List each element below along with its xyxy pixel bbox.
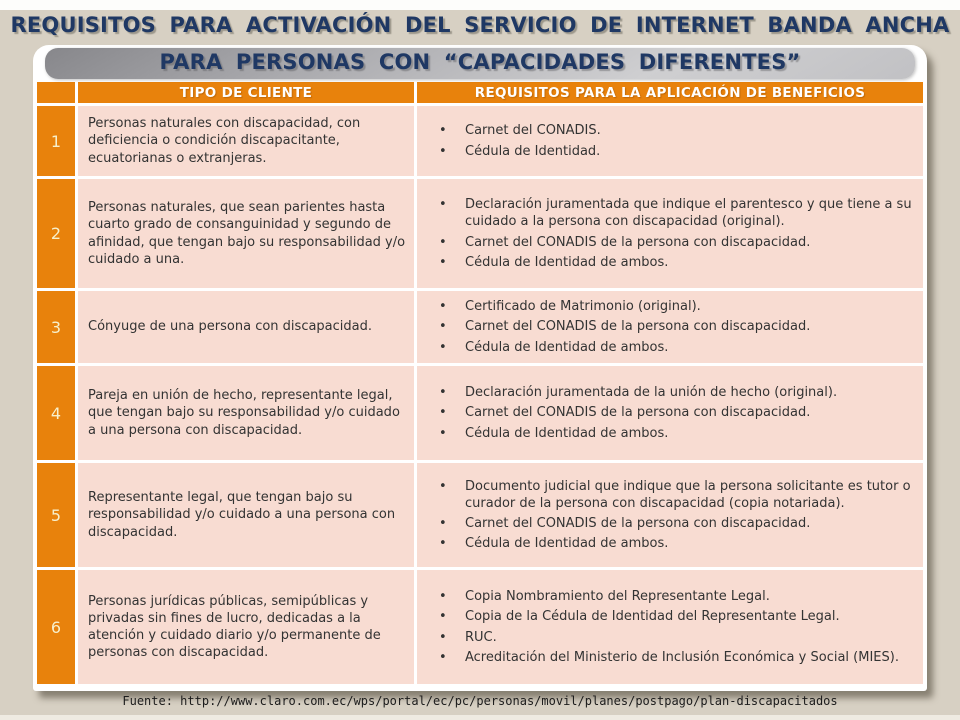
bullet-icon: •: [439, 197, 447, 213]
requirement-item: [437, 339, 913, 356]
requirement-item: [437, 478, 913, 512]
requirement-item: [437, 425, 913, 442]
table-row: [37, 366, 923, 460]
top-band: [0, 0, 960, 10]
requirement-item: [437, 298, 913, 315]
requirement-text: Cédula de Identidad de ambos.: [465, 425, 669, 441]
row-number: 4: [37, 366, 75, 460]
requirements-cell: [417, 570, 923, 684]
requirement-text: Certificado de Matrimonio (original).: [465, 299, 701, 315]
source-footer: Fuente: http://www.claro.com.ec/wps/portal/ec/pc/personas/movil/planes/postpago/plan-discapacitados: [122, 694, 838, 708]
title-banner: [45, 48, 915, 79]
requirement-item: [437, 404, 913, 421]
bullet-icon: •: [439, 478, 447, 494]
requirement-text: Cédula de Identidad de ambos.: [465, 536, 669, 552]
bullet-icon: •: [439, 234, 447, 250]
bullet-icon: •: [439, 385, 447, 401]
header-number-cell: [37, 82, 75, 103]
page-title-line-2: PARA PERSONAS CON “CAPACIDADES DIFERENTES”: [159, 50, 801, 74]
bullet-icon: •: [439, 299, 447, 315]
requirements-cell: [417, 463, 923, 567]
requirement-item: [437, 515, 913, 532]
bullet-icon: •: [439, 629, 447, 645]
content-panel: [33, 45, 927, 691]
client-type-cell: Pareja en unión de hecho, representante legal, que tengan bajo su responsabilidad y/o cuidado a una persona con discapacidad.: [78, 366, 414, 460]
requirements-cell: [417, 106, 923, 176]
row-number: 3: [37, 291, 75, 363]
table-header-row: [37, 82, 923, 103]
bullet-icon: •: [439, 319, 447, 335]
requirement-text: Cédula de Identidad.: [465, 143, 601, 159]
requirement-item: [437, 234, 913, 251]
table-row: [37, 463, 923, 567]
header-client-type: TIPO DE CLIENTE: [78, 82, 414, 103]
requirement-text: Copia de la Cédula de Identidad del Representante Legal.: [465, 609, 840, 625]
client-type-cell: Representante legal, que tengan bajo su responsabilidad y/o cuidado a una persona con discapacidad.: [78, 463, 414, 567]
bottom-band: [0, 715, 960, 720]
table-row: [37, 291, 923, 363]
requirement-text: Copia Nombramiento del Representante Legal.: [465, 589, 770, 605]
header-requirements: REQUISITOS PARA LA APLICACIÓN DE BENEFICIOS: [417, 82, 923, 103]
bullet-icon: •: [439, 254, 447, 270]
requirement-item: [437, 384, 913, 401]
bullet-icon: •: [439, 536, 447, 552]
bullet-icon: •: [439, 649, 447, 665]
row-number: 2: [37, 179, 75, 288]
table-row: [37, 570, 923, 684]
bullet-icon: •: [439, 143, 447, 159]
bullet-icon: •: [439, 123, 447, 139]
row-number: 1: [37, 106, 75, 176]
requirement-item: [437, 588, 913, 605]
requirement-text: Carnet del CONADIS.: [465, 123, 601, 139]
bullet-icon: •: [439, 405, 447, 421]
requirement-item: [437, 143, 913, 160]
requirement-text: Cédula de Identidad de ambos.: [465, 339, 669, 355]
requirement-text: Acreditación del Ministerio de Inclusión Económica y Social (MIES).: [465, 649, 899, 665]
bullet-icon: •: [439, 589, 447, 605]
requirements-cell: [417, 291, 923, 363]
requirement-text: Carnet del CONADIS de la persona con discapacidad.: [465, 516, 811, 531]
requirements-cell: [417, 179, 923, 288]
requirement-text: Documento judicial que indique que la persona solicitante es tutor o curador de la persona con discapacidad (copia notariada).: [465, 478, 911, 511]
requirement-text: Carnet del CONADIS de la persona con discapacidad.: [465, 319, 811, 335]
requirement-text: Declaración juramentada de la unión de hecho (original).: [465, 385, 838, 401]
bullet-icon: •: [439, 339, 447, 355]
client-type-cell: Personas naturales, que sean parientes hasta cuarto grado de consanguinidad y segundo de afinidad, que tengan bajo su responsabilidad y/o cuidado a una.: [78, 179, 414, 288]
bullet-icon: •: [439, 609, 447, 625]
client-type-cell: Cónyuge de una persona con discapacidad.: [78, 291, 414, 363]
requirement-item: [437, 254, 913, 271]
requirement-item: [437, 608, 913, 625]
requirement-item: [437, 318, 913, 335]
requirement-item: [437, 196, 913, 230]
row-number: 5: [37, 463, 75, 567]
client-type-cell: Personas naturales con discapacidad, con deficiencia o condición discapacitante, ecuatorianas o extranjeras.: [78, 106, 414, 176]
requirement-item: [437, 535, 913, 552]
row-number: 6: [37, 570, 75, 684]
table-row: [37, 179, 923, 288]
requirement-item: [437, 122, 913, 139]
requirement-text: Carnet del CONADIS de la persona con discapacidad.: [465, 405, 811, 421]
table-row: [37, 106, 923, 176]
requirement-item: [437, 649, 913, 666]
requirement-text: Carnet del CONADIS de la persona con discapacidad.: [465, 234, 811, 250]
requirement-text: Declaración juramentada que indique el parentesco y que tiene a su cuidado a la persona con discapacidad (original).: [465, 197, 912, 230]
requirement-text: Cédula de Identidad de ambos.: [465, 254, 669, 270]
bullet-icon: •: [439, 516, 447, 531]
client-type-cell: Personas jurídicas públicas, semipúblicas y privadas sin fines de lucro, dedicadas a la atención y cuidado diario y/o permanente de personas con discapacidad.: [78, 570, 414, 684]
page-title-line-1: REQUISITOS PARA ACTIVACIÓN DEL SERVICIO DE INTERNET BANDA ANCHA: [10, 13, 950, 37]
requirements-cell: [417, 366, 923, 460]
bullet-icon: •: [439, 425, 447, 441]
requirements-table: [34, 79, 926, 687]
requirement-item: [437, 629, 913, 646]
requirement-text: RUC.: [465, 629, 497, 645]
